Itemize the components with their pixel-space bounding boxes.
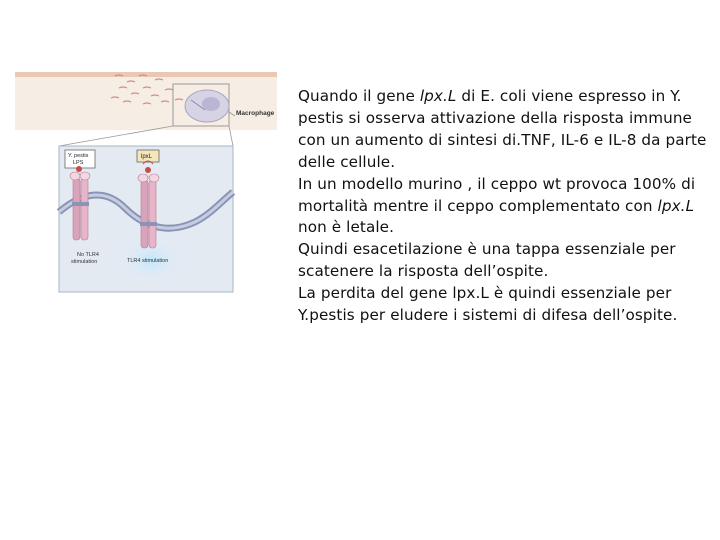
tlr4-diagram xyxy=(15,72,277,294)
p2-gene-name: lpx.L xyxy=(657,196,695,215)
paragraph-3: Quindi esacetilazione è una tappa essenziale per scatenere la risposta dell’ospite. xyxy=(298,240,676,281)
p2-text-b: non è letale. xyxy=(298,218,395,237)
paragraph-4: La perdita del gene lpx.L è quindi essenziale per Y.pestis per eludere i sistemi di difesa dell’ospite. xyxy=(298,284,678,325)
paragraph-1 xyxy=(298,86,708,174)
body-text xyxy=(298,86,708,327)
lpxl-label: lpxL xyxy=(141,154,153,160)
p1-gene-name: lpx.L xyxy=(419,87,457,105)
ypestis-label: Y. pestis xyxy=(68,153,89,159)
no-tlr4-stimulation-label: stimulation xyxy=(71,259,98,265)
tlr4-receptor-left xyxy=(70,166,90,240)
p1-text-b: di E. coli viene espresso in Y. pestis si osserva attivazione della risposta immune con un aumento di sintesi di.TNF, IL-6 e IL-8 da parte delle cellule. xyxy=(298,87,707,171)
lps-label: LPS xyxy=(73,160,84,166)
p1-text-a: Quando il gene xyxy=(298,87,420,105)
figure-panel xyxy=(15,72,277,294)
p2-text-a: In un modello murino , il ceppo wt provoca 100% di mortalità mentre il ceppo complementato con xyxy=(298,174,696,215)
tlr4-stimulation-label: TLR4 stimulation xyxy=(127,258,169,264)
paragraph-2 xyxy=(298,174,708,240)
macrophage-label: Macrophage xyxy=(236,110,275,117)
background-band xyxy=(15,72,277,130)
no-tlr4-label: No TLR4 xyxy=(77,252,99,258)
